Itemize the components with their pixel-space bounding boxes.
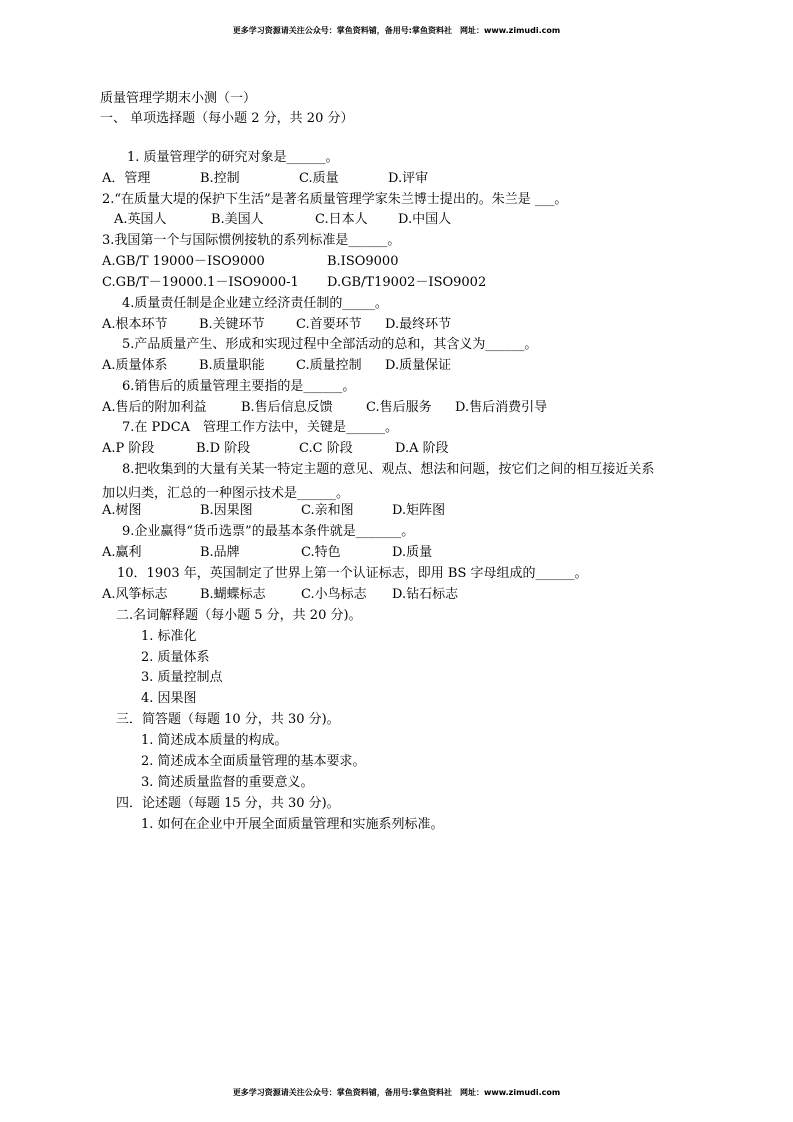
question-stem: 8.把收集到的大量有关某一特定主题的意见、观点、想法和问题，按它们之间的相互接近关系 bbox=[122, 462, 655, 477]
list-item: 2. 质量体系 bbox=[141, 650, 210, 665]
question-stem: 1. 质量管理学的研究对象是______。 bbox=[127, 150, 339, 165]
option-c: C.C 阶段 bbox=[299, 441, 353, 456]
option-b: B.质量职能 bbox=[199, 358, 265, 373]
option-d: D.GB/T19002－ISO9002 bbox=[327, 275, 487, 290]
question-stem: 4.质量责任制是企业建立经济责任制的_____。 bbox=[122, 296, 388, 311]
option-b: B.美国人 bbox=[211, 212, 264, 227]
footer-banner: 更多学习资源请关注公众号：掌鱼资料铺，备用号:掌鱼资料社 网址：www.zimudi.com bbox=[232, 1088, 561, 1097]
option-b: B.售后信息反馈 bbox=[241, 400, 333, 415]
option-c: C.质量 bbox=[299, 171, 339, 186]
option-c: C.质量控制 bbox=[296, 358, 362, 373]
question-stem: 5.产品质量产生、形成和实现过程中全部活动的总和，其含义为______。 bbox=[122, 337, 538, 352]
exam-title: 质量管理学期末小测（一） bbox=[100, 91, 257, 106]
option-c: C.小鸟标志 bbox=[301, 587, 367, 602]
option-a: A.英国人 bbox=[114, 212, 167, 227]
option-b: B.控制 bbox=[200, 171, 240, 186]
section2-heading: 二.名词解释题（每小题 5 分，共 20 分)。 bbox=[116, 608, 362, 623]
option-d: D.矩阵图 bbox=[392, 503, 446, 518]
option-a: A.树图 bbox=[102, 503, 142, 518]
question-stem: 10．1903 年，英国制定了世界上第一个认证标志，即用 BS 字母组成的______。 bbox=[117, 566, 588, 581]
question-stem: 6.销售后的质量管理主要指的是______。 bbox=[122, 379, 356, 394]
section1-heading: 一、 单项选择题（每小题 2 分，共 20 分） bbox=[100, 111, 354, 126]
option-d: D.质量保证 bbox=[385, 358, 452, 373]
option-a: A.P 阶段 bbox=[102, 441, 155, 456]
option-d: D.最终环节 bbox=[385, 317, 452, 332]
option-c: C.GB/T－19000.1－ISO9000-1 bbox=[102, 275, 299, 290]
option-c: C.特色 bbox=[301, 545, 341, 560]
option-d: D.A 阶段 bbox=[395, 441, 449, 456]
option-a: A.赢利 bbox=[102, 545, 142, 560]
option-d: D.评审 bbox=[388, 171, 429, 186]
option-a: A.质量体系 bbox=[102, 358, 168, 373]
option-d: D.钻石标志 bbox=[392, 587, 459, 602]
list-item: 1. 简述成本质量的构成。 bbox=[141, 733, 288, 748]
list-item: 1. 标准化 bbox=[141, 629, 197, 644]
option-c: C.首要环节 bbox=[296, 317, 362, 332]
option-d: D.售后消费引导 bbox=[455, 400, 548, 415]
option-a: A.根本环节 bbox=[102, 317, 168, 332]
list-item: 3. 质量控制点 bbox=[141, 670, 223, 685]
list-item: 4. 因果图 bbox=[141, 691, 197, 706]
section3-heading: 三．简答题（每题 10 分，共 30 分)。 bbox=[116, 712, 340, 727]
option-a: A．管理 bbox=[102, 171, 151, 186]
option-d: D.中国人 bbox=[398, 212, 452, 227]
question-stem: 2.“在质量大堤的保护下生活”是著名质量管理学家朱兰博士提出的。朱兰是 ___。 bbox=[102, 192, 568, 207]
question-stem: 7.在 PDCA 管理工作方法中，关键是______。 bbox=[122, 420, 399, 435]
list-item: 1. 如何在企业中开展全面质量管理和实施系列标准。 bbox=[141, 817, 444, 832]
option-b: B.因果图 bbox=[200, 503, 253, 518]
question-stem-continued: 加以归类，汇总的一种图示技术是______。 bbox=[102, 486, 350, 501]
option-a: A.售后的附加利益 bbox=[102, 400, 207, 415]
option-b: B.蝴蝶标志 bbox=[200, 587, 266, 602]
option-d: D.质量 bbox=[392, 545, 433, 560]
question-stem: 3.我国第一个与国际惯例接轨的系列标准是______。 bbox=[102, 233, 401, 248]
option-b: B.D 阶段 bbox=[196, 441, 251, 456]
option-c: C.亲和图 bbox=[301, 503, 354, 518]
question-stem: 9.企业赢得“货币选票”的最基本条件就是_______。 bbox=[122, 524, 415, 539]
header-banner: 更多学习资源请关注公众号：掌鱼资料铺，备用号:掌鱼资料社 网址：www.zimudi.com bbox=[232, 26, 561, 35]
option-c: C.售后服务 bbox=[366, 400, 432, 415]
section4-heading: 四．论述题（每题 15 分，共 30 分)。 bbox=[116, 796, 340, 811]
option-a: A.GB/T 19000－ISO9000 bbox=[102, 254, 265, 269]
list-item: 3. 简述质量监督的重要意义。 bbox=[141, 775, 314, 790]
list-item: 2. 简述成本全面质量管理的基本要求。 bbox=[141, 754, 366, 769]
option-a: A.风筝标志 bbox=[102, 587, 168, 602]
option-c: C.日本人 bbox=[315, 212, 368, 227]
option-b: B.关键环节 bbox=[199, 317, 265, 332]
option-b: B.ISO9000 bbox=[327, 254, 399, 269]
option-b: B.品牌 bbox=[200, 545, 240, 560]
